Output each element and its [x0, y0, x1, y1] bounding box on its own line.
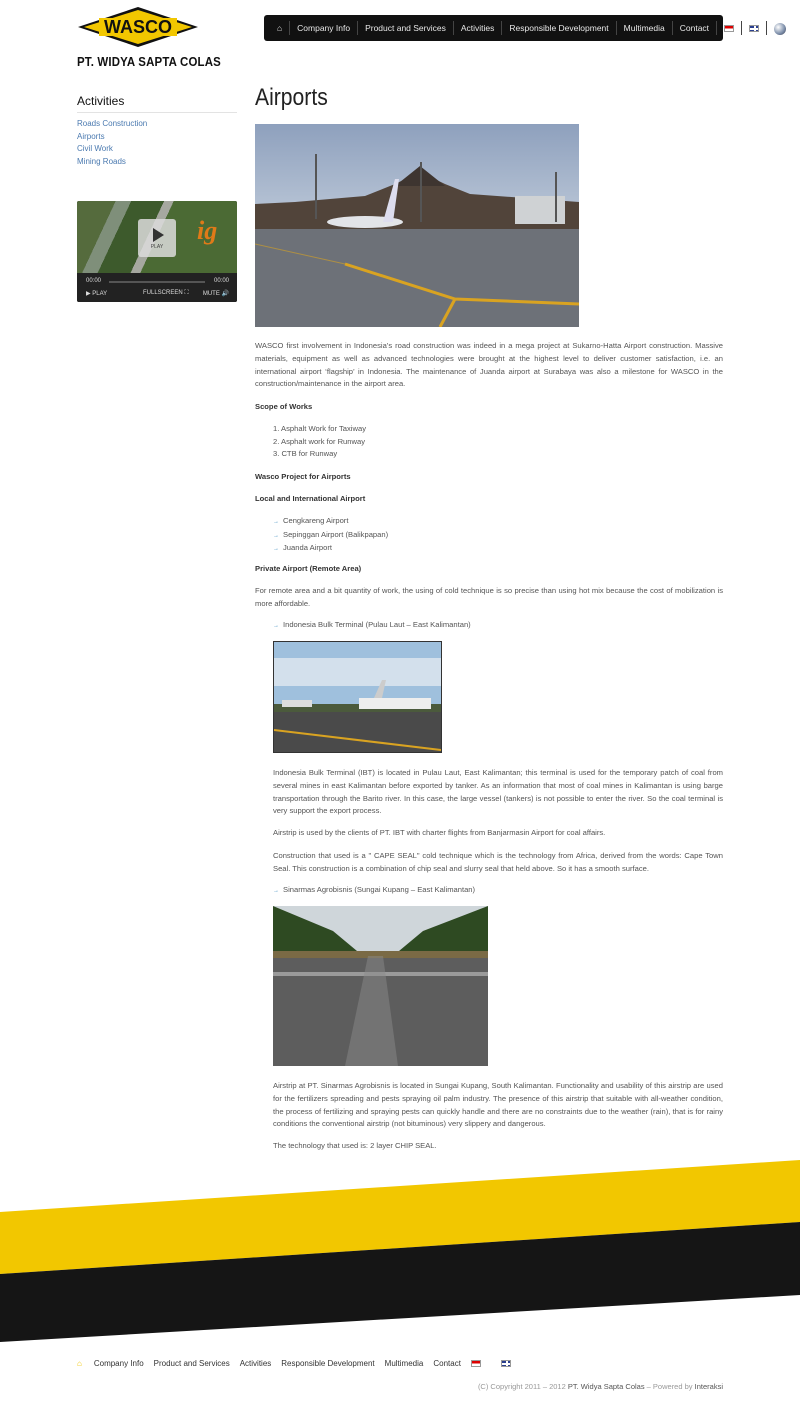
private-airport-heading: Private Airport (Remote Area) — [255, 564, 362, 573]
sinarmas-paragraph-2: The technology that used is: 2 layer CHIP SEAL. — [273, 1141, 437, 1150]
airport-photo-image — [255, 124, 579, 327]
nav-activities[interactable]: Activities — [453, 21, 502, 35]
copyright — [478, 1382, 723, 1391]
fullscreen-button-label: FULLSCREEN — [143, 290, 183, 296]
private-airport-paragraph: For remote area and a bit quantity of work, the using of cold technique is so precise than using hot mix because the cost of mobilization is more affordable. — [255, 586, 723, 608]
video-progress-bar[interactable] — [109, 281, 205, 283]
local-airport-list — [273, 515, 388, 556]
nav-contact[interactable]: Contact — [672, 21, 716, 35]
globe-button[interactable] — [766, 21, 793, 35]
list-item: → Juanda Airport — [273, 542, 388, 556]
nav-multimedia[interactable]: Multimedia — [616, 21, 672, 35]
ibt-paragraph-2: Airstrip is used by the clients of PT. IBT with charter flights from Banjarmasin Airport for coal affairs. — [273, 828, 606, 837]
list-item: → Sepinggan Airport (Balikpapan) — [273, 529, 388, 543]
video-current-time: 00:00 — [86, 278, 102, 284]
footer-stripe-decoration — [0, 1160, 800, 1350]
list-item: 3. CTB for Runway — [273, 449, 338, 459]
sidebar-link-roads-construction[interactable]: Roads Construction — [77, 119, 148, 128]
channel-logo-icon: ig — [197, 216, 218, 245]
video-play-button[interactable]: ▶ PLAY — [86, 291, 108, 297]
footer-language-english[interactable] — [501, 1359, 521, 1368]
speaker-icon: 🔊 — [221, 291, 229, 297]
footer-link-contact[interactable]: Contact — [433, 1359, 461, 1368]
video-total-time: 00:00 — [213, 278, 229, 284]
fullscreen-icon: ⛶ — [184, 290, 189, 296]
ibt-list — [273, 619, 471, 633]
list-item: → Sinarmas Agrobisnis (Sungai Kupang – East Kalimantan) — [273, 884, 475, 898]
list-item: 2. Asphalt work for Runway — [273, 436, 366, 446]
main-content — [255, 84, 723, 114]
video-player[interactable] — [77, 201, 237, 302]
sinarmas-paragraph-1: Airstrip at PT. Sinarmas Agrobisnis is located in Sungai Kupang, South Kalimantan. Functionality and usability of this airstrip are used for the fertilizers spreading and pests spraying oil palm industry. The presence of this airstrip that suitable with all-weather condition, the process of fertilizing and spraying pests can quickly handle and there are no constraints due to the weather (rain), that is for rainy conditions the conventional airstrip (not bituminous) very slippery and dangerous. — [273, 1081, 723, 1129]
sidebar-link-mining-roads[interactable]: Mining Roads — [77, 157, 126, 167]
footer-link-product-services[interactable]: Product and Services — [153, 1359, 230, 1368]
video-controls — [77, 273, 237, 302]
sidebar-link-airports[interactable]: Airports — [77, 131, 105, 141]
ibt-paragraph-1: Indonesia Bulk Terminal (IBT) is located in Pulau Laut, East Kalimantan; this terminal is used for the temporary patch of coal from several mines in east Kalimantan before exported by tanker. As an information that most of coal mines in Kalimantan is using barge transportation through the Barito river. In this case, the large vessel (tankers) is not possible to enter the river. So the coal terminal is very support the export process. — [273, 768, 723, 816]
uk-flag-icon — [749, 25, 759, 32]
logo-diamond-icon — [77, 6, 199, 48]
powered-prefix: – Powered by — [646, 1382, 693, 1391]
list-item: 1. Asphalt Work for Taxiway — [273, 424, 366, 433]
indonesia-flag-icon — [724, 25, 734, 32]
sinarmas-airstrip-photo — [273, 906, 488, 1066]
sidebar-title: Activities — [77, 94, 237, 113]
sidebar — [77, 94, 237, 169]
copyright-prefix: (C) Copyright 2011 – 2012 — [477, 1382, 566, 1391]
uk-flag-icon — [501, 1360, 511, 1367]
indonesia-flag-icon — [471, 1360, 481, 1367]
sinarmas-airstrip-image — [273, 906, 488, 1066]
mute-button-label: MUTE — [202, 291, 220, 297]
language-indonesian[interactable] — [716, 21, 741, 35]
ibt-airstrip-photo — [273, 641, 442, 753]
footer-link-multimedia[interactable]: Multimedia — [384, 1359, 424, 1368]
footer-language-indonesian[interactable] — [471, 1359, 491, 1368]
nav-product-services[interactable]: Product and Services — [357, 21, 453, 35]
powered-by-link[interactable]: Interaksi — [694, 1382, 723, 1391]
play-icon — [153, 228, 164, 242]
company-name: PT. WIDYA SAPTA COLAS — [77, 54, 221, 69]
local-airport-heading: Local and International Airport — [255, 494, 366, 503]
scope-list — [273, 423, 366, 461]
logo-text: WASCO — [103, 17, 173, 37]
video-play-overlay-button[interactable] — [138, 219, 176, 257]
ibt-paragraph-3: Construction that used is a " CAPE SEAL" cold technique which is the technology from Africa, derived from the words: Cape Town Seal. This construction is a combination of chip seal and slurry seal that held above. So it has a smooth surface. — [273, 851, 723, 873]
page-title: Airports — [255, 84, 328, 111]
sinarmas-list — [273, 884, 475, 898]
footer-navigation — [77, 1359, 531, 1368]
list-item: → Cengkareng Airport — [273, 515, 388, 529]
home-icon[interactable]: ⌂ — [277, 23, 283, 33]
video-fullscreen-button[interactable] — [143, 290, 189, 297]
sidebar-link-civil-work[interactable]: Civil Work — [77, 144, 113, 154]
airport-photo — [255, 124, 579, 327]
intro-paragraph: WASCO first involvement in Indonesia’s road construction was indeed in a mega project at Sukarno-Hatta Airport construction. Massive materials, equipment as well as advanced technologies were brought at the highest level to deliver customer satisfaction, i.e. an international airport ‘flagship’ in Indonesia. The maintenance of Juanda airport at Surabaya was also a milestone for WASCO in the construction/maintenance in the airport area. — [255, 341, 723, 389]
footer-home-icon[interactable]: ⌂ — [77, 1359, 82, 1368]
top-navigation — [264, 15, 723, 41]
projects-heading: Wasco Project for Airports — [255, 472, 351, 481]
play-overlay-label: PLAY — [150, 244, 164, 250]
video-mute-button[interactable] — [203, 290, 229, 297]
language-english[interactable] — [741, 21, 766, 35]
list-item: → Indonesia Bulk Terminal (Pulau Laut – East Kalimantan) — [273, 619, 471, 633]
ibt-airstrip-image — [274, 642, 441, 752]
copyright-company-link[interactable]: PT. Widya Sapta Colas — [567, 1382, 645, 1391]
nav-company-info[interactable]: Company Info — [289, 21, 357, 35]
footer-link-responsible-development[interactable]: Responsible Development — [281, 1359, 375, 1368]
globe-icon — [774, 23, 786, 35]
footer-link-company-info[interactable]: Company Info — [93, 1359, 144, 1368]
footer-link-activities[interactable]: Activities — [239, 1359, 272, 1368]
play-button-label: PLAY — [92, 291, 108, 297]
scope-heading: Scope of Works — [255, 402, 313, 411]
nav-responsible-development[interactable]: Responsible Development — [501, 21, 615, 35]
